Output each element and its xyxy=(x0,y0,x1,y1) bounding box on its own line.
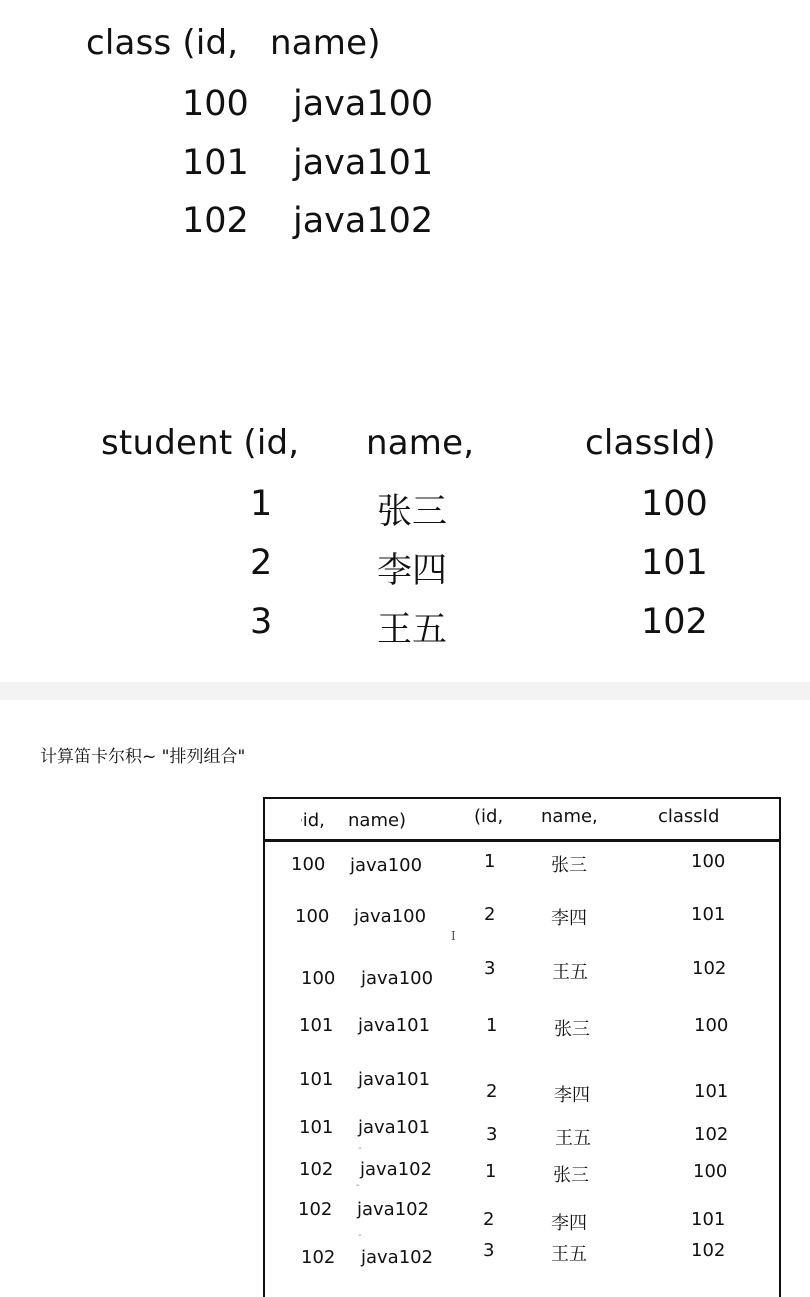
cartesian-row-2-cid: 100 xyxy=(295,906,330,927)
cartesian-row-9-sname: 王五 xyxy=(551,1244,587,1265)
cartesian-row-7-cid: 102 xyxy=(299,1159,334,1180)
cartesian-row-8-sid: 2 xyxy=(483,1209,495,1230)
cartesian-row-2-sname: 李四 xyxy=(551,908,587,929)
cartesian-row-4-scid: 100 xyxy=(694,1015,729,1036)
cartesian-row-7-scid: 100 xyxy=(693,1161,728,1182)
cartesian-row-6-scid: 102 xyxy=(694,1124,729,1145)
cartesian-table-header-divider xyxy=(263,839,781,842)
cartesian-row-8-cname: java102 xyxy=(357,1199,430,1220)
student-table-header-classid: classId) xyxy=(585,423,716,463)
cartesian-row-1-scid: 100 xyxy=(691,851,726,872)
cartesian-row-1-sname: 张三 xyxy=(551,855,587,876)
cartesian-row-8-scid: 101 xyxy=(691,1209,726,1230)
cartesian-row-9-cid: 102 xyxy=(301,1247,336,1268)
student-row-2-name: 李四 xyxy=(377,551,448,591)
cartesian-row-3-sname: 王五 xyxy=(552,962,588,983)
cartesian-row-3-cname: java100 xyxy=(361,968,434,989)
cartesian-row-3-sid: 3 xyxy=(484,958,496,979)
cartesian-row-7-cname: java102 xyxy=(360,1159,433,1180)
cartesian-row-8-sname: 李四 xyxy=(551,1213,587,1234)
student-row-3-name: 王五 xyxy=(377,610,448,650)
cartesian-row-9-cname: java102 xyxy=(361,1247,434,1268)
student-row-1-classid: 100 xyxy=(641,484,708,524)
student-row-2-classid: 101 xyxy=(641,543,708,583)
cartesian-row-5-cid: 101 xyxy=(299,1069,334,1090)
tick-mark: ' xyxy=(300,818,303,829)
cartesian-row-1-sid: 1 xyxy=(484,851,496,872)
class-table-header-prefix: class (id, xyxy=(86,23,239,63)
student-row-1-id: 1 xyxy=(250,484,273,524)
cartesian-header-name1: name) xyxy=(348,810,407,831)
cartesian-row-1-cid: 100 xyxy=(291,854,326,875)
class-row-3-name: java102 xyxy=(293,201,434,241)
student-row-1-name: 张三 xyxy=(377,492,448,532)
class-table-header-name: name) xyxy=(270,23,381,63)
class-row-3-id: 102 xyxy=(182,201,249,241)
cartesian-row-4-cname: java101 xyxy=(358,1015,431,1036)
cartesian-row-1-cname: java100 xyxy=(350,855,423,876)
cartesian-row-7-sid: 1 xyxy=(485,1161,497,1182)
cartesian-row-5-sname: 李四 xyxy=(554,1085,590,1106)
class-row-2-id: 101 xyxy=(182,143,249,183)
cartesian-row-5-scid: 101 xyxy=(694,1081,729,1102)
cartesian-header-classid: classId xyxy=(658,806,720,827)
cartesian-row-5-cname: java101 xyxy=(358,1069,431,1090)
cartesian-row-6-sid: 3 xyxy=(486,1124,498,1145)
cartesian-row-2-sid: 2 xyxy=(484,904,496,925)
cartesian-row-6-cid: 101 xyxy=(299,1117,334,1138)
cartesian-row-9-sid: 3 xyxy=(483,1240,495,1261)
class-row-2-name: java101 xyxy=(293,143,434,183)
cartesian-row-5-sid: 2 xyxy=(486,1081,498,1102)
text-cursor-icon: I xyxy=(451,929,456,943)
tick-mark: - xyxy=(358,1230,362,1241)
cartesian-row-2-cname: java100 xyxy=(354,906,427,927)
cartesian-row-3-scid: 102 xyxy=(692,958,727,979)
student-table-header-name: name, xyxy=(366,423,475,463)
cartesian-row-2-scid: 101 xyxy=(691,904,726,925)
cartesian-header-id2: (id, xyxy=(474,806,504,827)
cartesian-row-8-cid: 102 xyxy=(298,1199,333,1220)
section-divider xyxy=(0,682,810,700)
class-row-1-id: 100 xyxy=(182,84,249,124)
student-row-3-classid: 102 xyxy=(641,602,708,642)
cartesian-row-6-cname: java101 xyxy=(358,1117,431,1138)
cartesian-row-3-cid: 100 xyxy=(301,968,336,989)
cartesian-header-id1: 'id, xyxy=(300,810,325,831)
cartesian-row-7-sname: 张三 xyxy=(553,1165,589,1186)
student-table-header-prefix: student (id, xyxy=(101,423,300,463)
tick-mark: - xyxy=(356,1180,360,1191)
cartesian-caption: 计算笛卡尔积~ "排列组合" xyxy=(40,747,246,767)
student-row-3-id: 3 xyxy=(250,602,273,642)
tick-mark: - xyxy=(358,1143,362,1154)
cartesian-row-4-sname: 张三 xyxy=(554,1019,590,1040)
cartesian-header-name2: name, xyxy=(541,806,598,827)
student-row-2-id: 2 xyxy=(250,543,273,583)
cartesian-row-4-sid: 1 xyxy=(486,1015,498,1036)
cartesian-row-4-cid: 101 xyxy=(299,1015,334,1036)
cartesian-row-6-sname: 王五 xyxy=(555,1128,591,1149)
class-row-1-name: java100 xyxy=(293,84,434,124)
cartesian-row-9-scid: 102 xyxy=(691,1240,726,1261)
